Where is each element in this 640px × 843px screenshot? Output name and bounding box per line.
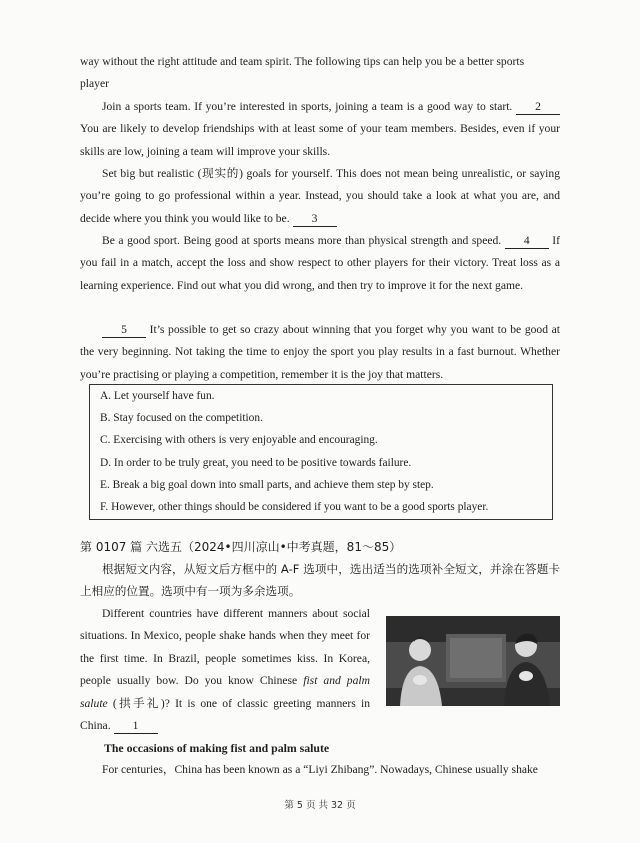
section-heading: 第 0107 篇 六选五（2024•四川凉山•中考真题，81～85） [80,540,402,554]
answer-blank-4: 4 [505,234,549,249]
option-d: D. In order to be truly great, you need to be positive towards failure. [100,456,412,469]
passage-text: If you fail in a match, accept the loss and show respect to other players for their victory. Treat loss as a learning experience. Find out what you did wrong, and then try to improve it for the next game. [80,234,561,292]
passage-text: It’s possible to get so crazy about winning that you forget why you want to be good at the very beginning. Not taking the time to enjoy the sport you play results in a fast burnout. Whether you’re practising or playing a competition, remember it is the joy that matters. [80,323,560,381]
passage-text: way without the right attitude and team spirit. The following tips can help you be a better sports [80,55,525,68]
option-f: F. However, other things should be considered if you want to be a good sports player. [100,501,489,514]
answer-blank-2: 2 [516,100,560,115]
passage-text: Join a sports team. If you’re interested in sports, joining a team is a good way to start. [102,100,513,113]
option-a: A. Let yourself have fun. [100,390,215,402]
subheading: The occasions of making fist and palm salute [104,741,330,755]
greeting-photo [386,616,560,706]
answer-blank-5: 5 [102,323,146,338]
instruction-text: 根据短文内容，从短文后方框中的 A-F 选项中，选出适当的选项补全短文，并涂在答题卡上相应的位置。选项中有一项为多余选项。 [80,562,560,599]
passage-text: Set big but realistic (现实的) goals for yourself. This does not mean being unrealistic, or saying you’re going to go professional within a year. Instead, you should take a look at what you are, and decide where you think you would like to be. [80,167,560,225]
options-box [89,384,553,520]
passage-text: player [80,77,109,91]
passage-line [80,51,560,96]
page-footer: 第 5 页 共 32 页 [284,800,356,811]
passage-text: Be a good sport. Being good at sports means more than physical strength and speed. [102,234,502,247]
passage-text: Different countries have different manners about social situations. In Mexico, people shake hands when they meet for the first time. In Brazil, people sometimes kiss. In Korea, people usually bow. Do you know Chinese [80,607,370,688]
option-b: B. Stay focused on the competition. [100,412,263,425]
photo-illustration [386,616,560,706]
paragraph-winning [80,319,560,386]
answer-blank-1: 1 [114,719,158,734]
paragraph-join-team [80,96,560,163]
passage-text: (拱手礼)? It is one of classic greeting manners in China. [80,696,370,733]
answer-blank-3: 3 [293,212,337,227]
option-c: C. Exercising with others is very enjoyable and encouraging. [100,434,378,447]
intro-paragraph [80,603,370,737]
passage-line: For centuries，China has been known as a “Liyi Zhibang”. Nowadays, Chinese usually shake [102,763,538,776]
passage-text: You are likely to develop friendships with at least some of your team members. Besides, even if your skills are low, joining a team will improve your skills. [80,122,560,158]
paragraph-good-sport [80,230,560,297]
paragraph-goals [80,163,560,230]
option-e: E. Break a big goal down into small parts, and achieve them step by step. [100,478,434,491]
italic-term: fist and palm salute [80,674,370,710]
